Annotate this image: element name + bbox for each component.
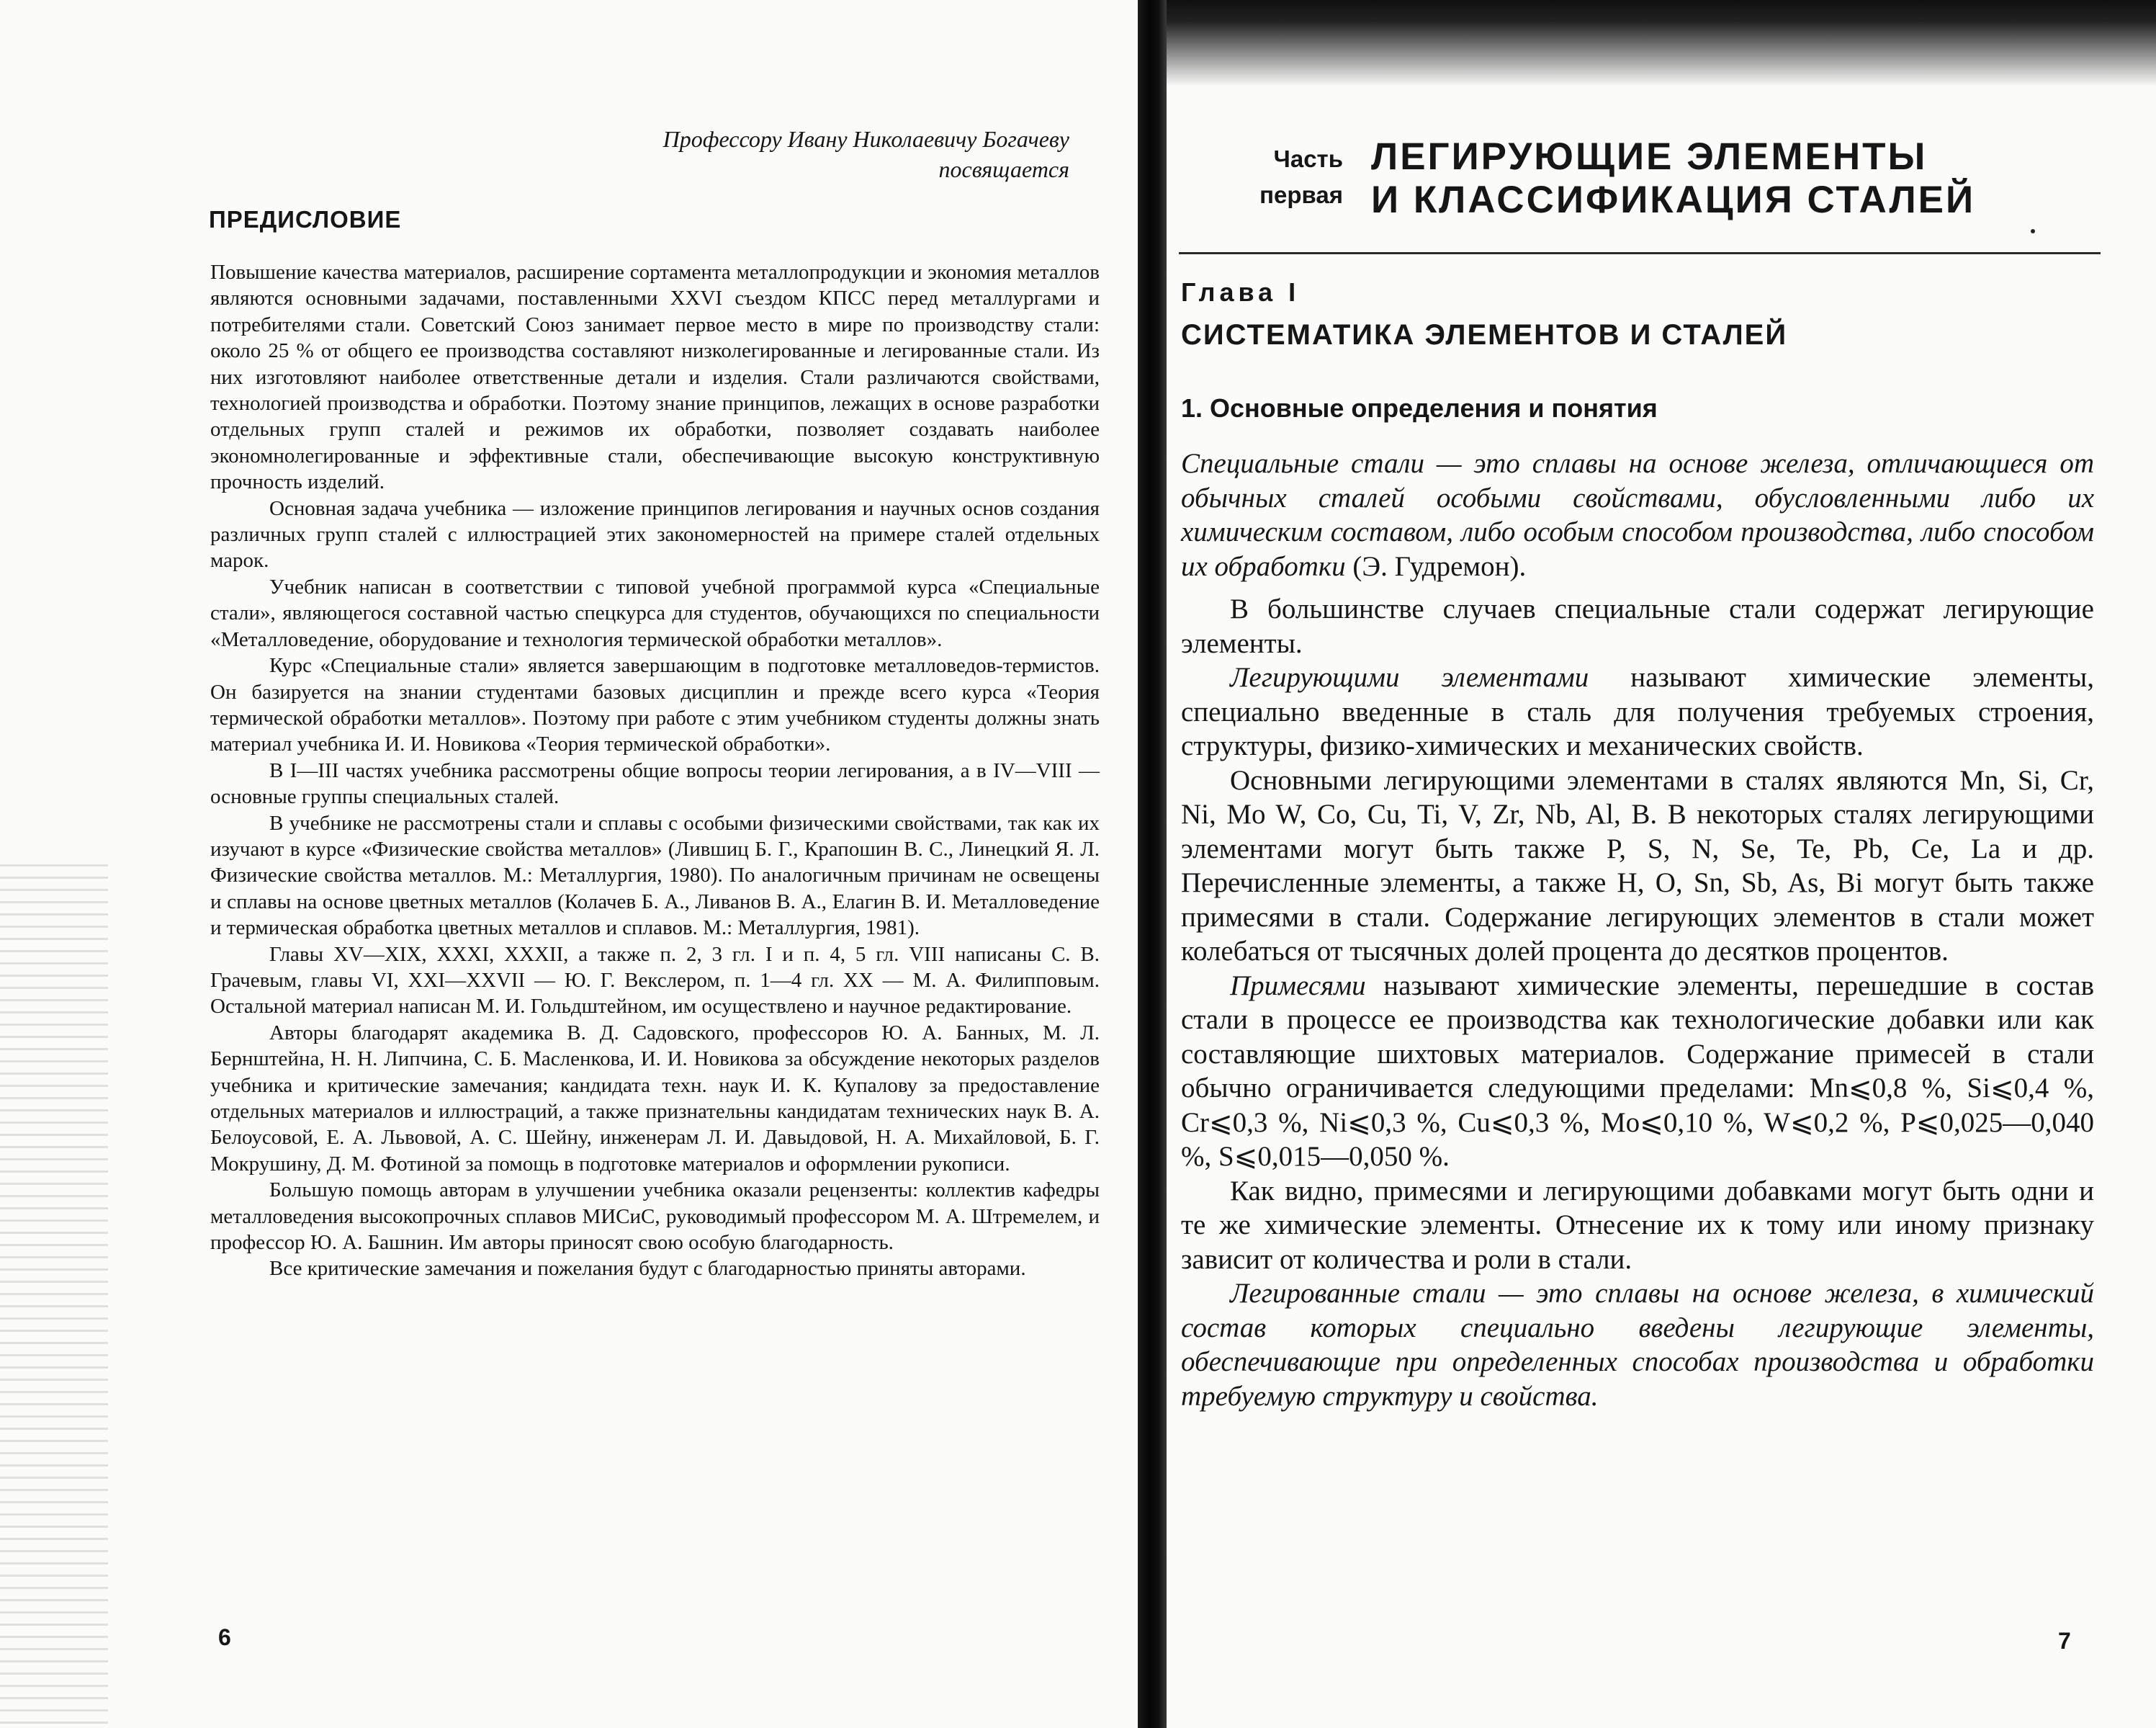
ink-speck [2031, 229, 2035, 233]
preface-paragraph: Авторы благодарят академика В. Д. Садовского, профессоров Ю. А. Банных, М. Л. Бернштейна, Н. Н. Липчина, С. Б. Масленкова, И. И. Новикова за обсуждение некоторых разделов учебника и критические замечания; кандидата техн. наук И. К. Купалову за предоставление отдельных материалов и иллюстраций, а также признательны кандидатам технических наук В. А. Белоусовой, Е. А. Львовой, А. С. Шейну, инженерам Л. И. Давыдовой, Н. А. Михайловой, Б. Г. Мокрушину, Д. М. Фотиной за помощь в подготовке материалов и оформлении рукописи. [210, 1021, 1100, 1176]
preface-paragraph: Все критические замечания и пожелания будут с благодарностью приняты авторами. [269, 1257, 1026, 1281]
paragraph-main-elements: Основными легирующими элементами в сталях являются Mn, Si, Cr, Ni, Mo W, Co, Cu, Ti, V, Zr, Nb, Al, B. В некоторых сталях легирующими элементами могут быть также P, S, N, Se, Te, Pb, Ce, La и др. Перечисленные элементы, а также H, O, Sn, Sb, As, Bi могут быть также примесями в стали. Содержание легирующих элементов в стали может колебаться от тысячных долей процента до десятков процентов. [1181, 764, 2094, 967]
preface-paragraph: В I—III частях учебника рассмотрены общие вопросы теории легирования, а в IV—VIII — основные группы специальных сталей. [210, 758, 1100, 809]
page-number-left: 6 [218, 1624, 231, 1650]
preface-paragraph: Основная задача учебника — изложение принципов легирования и научных основ создания различных групп сталей с иллюстрацией этих закономерностей на примере сталей отдельных марок. [210, 496, 1100, 573]
definition-author: (Э. Гудремон). [1352, 550, 1527, 582]
page-edge-shadow [0, 864, 108, 1728]
part-title-line-1: ЛЕГИРУЮЩИЕ ЭЛЕМЕНТЫ [1371, 135, 1928, 178]
preface-paragraph: Учебник написан в соответствии с типовой учебной программой курса «Специальные стали», являющегося составной частью спецкурса для студентов, обучающихся по специальности «Металловедение, оборудование и технология термической обработки металлов». [210, 575, 1100, 651]
preface-paragraph: Главы XV—XIX, XXXI, XXXII, а также п. 2, 3 гл. I и п. 4, 5 гл. VIII написаны С. В. Грачевым, главы VI, XXI—XXVII — Ю. Г. Векслером, п. 1—4 гл. XX — М. А. Филипповым. Остальной материал написан М. И. Гольдштейном, им осуществлено и научное редактирование. [210, 942, 1100, 1019]
page-number-right: 7 [2058, 1628, 2071, 1654]
term-impurities: Примесями [1230, 970, 1366, 1001]
preface-paragraph: В учебнике не рассмотрены стали и сплавы с особыми физическими свойствами, так как их изучают в курсе «Физические свойства металлов» (Лившиц Б. Г., Крапошин В. С., Линецкий Я. Л. Физические свойства металлов. М.: Металлургия, 1980). По аналогичным причинам не освещены и сплавы на основе цветных металлов (Колачев Б. А., Ливанов В. А., Елагин В. И. Металловедение и термическая обработка цветных металлов и сплавов. М.: Металлургия, 1981). [210, 811, 1100, 940]
dedication [349, 124, 1069, 184]
paragraph-majority: В большинстве случаев специальные стали содержат легирующие элементы. [1181, 594, 2094, 659]
preface-paragraph: Повышение качества материалов, расширение сортамента металлопродукции и экономия металлов являются основными задачами, поставленными XXVI съездом КПСС перед металлургами и потребителями стали. Советский Союз занимает первое место в мире по производству стали: около 25 % от общего ее производства составляют низколегированные и легированные стали. Из них изготовляют наиболее ответственные детали и изделия. Стали различаются свойствами, технологией производства и обработки. Поэтому знание принципов, лежащих в основе разработки отдельных групп сталей и режимов их обработки, позволяет создавать наиболее экономнолегированные и эффективные стали, обеспечивающие высокую конструктивную прочность изделий. [210, 261, 1100, 494]
dedication-line-1: Профессору Ивану Николаевичу Богачеву [662, 126, 1069, 152]
part-label-line-1: Часть [1273, 146, 1343, 172]
paragraph-as-seen: Как видно, примесями и легирующими добавками могут быть одни и те же химические элементы. Отнесение их к тому или иному признаку зависит от количества и роли в стали. [1181, 1175, 2094, 1275]
section-title: 1. Основные определения и понятия [1181, 393, 1658, 423]
preface-body [210, 259, 1100, 1282]
paragraph-text: называют химические элементы, перешедшие в состав стали в процессе ее производства как технологические добавки или как составляющие шихтовых материалов. Содержание примесей в стали обычно ограничивается следующими пределами: Mn⩽0,8 %, Si⩽0,4 %, Cr⩽0,3 %, Ni⩽0,3 %, Cu⩽0,3 %, Mo⩽0,10 %, W⩽0,2 %, P⩽0,025—0,040 %, S⩽0,015—0,050 %. [1181, 970, 2094, 1172]
dedication-line-2: посвящается [938, 156, 1069, 182]
part-title-line-2: И КЛАССИФИКАЦИЯ СТАЛЕЙ [1371, 179, 1976, 221]
chapter-title: СИСТЕМАТИКА ЭЛЕМЕНТОВ И СТАЛЕЙ [1181, 319, 1788, 351]
definition-special-steels [1181, 447, 2094, 583]
preface-paragraph: Курс «Специальные стали» является завершающим в подготовке металловедов-термистов. Он базируется на знании студентами базовых дисциплин и прежде всего курса «Теория термической обработки металлов». Поэтому при работе с этим учебником студенты должны знать материал учебника И. И. Новикова «Теория термической обработки». [210, 654, 1100, 756]
paragraph-alloying-elements [1181, 661, 2094, 764]
definition-text: Специальные стали — это сплавы на основе железа, отличающиеся от обычных сталей особыми свойствами, обусловленными либо их химическим составом, либо особым способом производства, либо способом их обработки [1181, 448, 2094, 582]
book-gutter [1138, 0, 1167, 1728]
chapter-label: Глава I [1181, 277, 1301, 307]
part-label [1228, 141, 1343, 213]
preface-heading: ПРЕДИСЛОВИЕ [209, 206, 402, 233]
part-label-line-2: первая [1259, 182, 1343, 208]
paragraph-impurities [1181, 969, 2094, 1174]
definition-alloyed-steels: Легированные стали — это сплавы на основе железа, в химический состав которых специально введены легирующие элементы, обеспечивающие при определенных способах производства и обработки требуемую структуру и свойства. [1181, 1278, 2094, 1412]
paragraph-text: называют химические элементы, специально введенные в сталь для получения требуемых строения, структуры, физико-химических и механических свойств. [1181, 662, 2094, 761]
part-divider [1179, 252, 2101, 254]
term-alloying-elements: Легирующими элементами [1230, 662, 1589, 693]
part-title [1371, 135, 2127, 222]
chapter-body [1181, 447, 2094, 1413]
preface-paragraph: Большую помощь авторам в улучшении учебника оказали рецензенты: коллектив кафедры металловедения высокопрочных сплавов МИСиС, руководимый профессором М. А. Штремелем, и профессор Ю. А. Башнин. Им авторы приносят свою особую благодарность. [210, 1178, 1100, 1255]
page-top-shadow [1167, 0, 2156, 86]
